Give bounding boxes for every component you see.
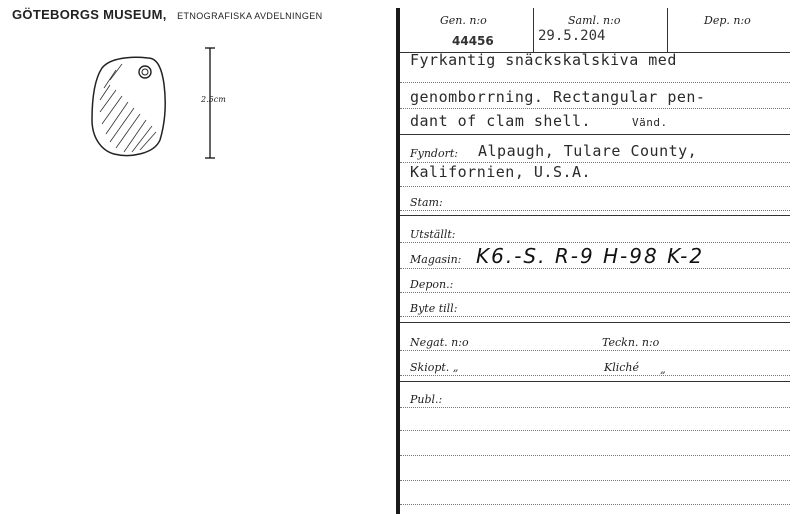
description-suffix: Vänd. bbox=[632, 116, 668, 129]
pendant-hole bbox=[139, 66, 151, 78]
saml-value: 29.5.204 bbox=[538, 28, 606, 44]
kliche-label: Kliché bbox=[604, 361, 640, 374]
number-row bbox=[400, 8, 790, 52]
depon-label: Depon.: bbox=[410, 278, 454, 291]
card-header bbox=[12, 6, 323, 24]
card-divider bbox=[396, 8, 400, 514]
teckn-label: Teckn. n:o bbox=[602, 336, 660, 349]
gen-label: Gen. n:o bbox=[440, 14, 487, 27]
dep-label: Dep. n:o bbox=[704, 14, 751, 27]
fyndort-label: Fyndort: bbox=[410, 147, 458, 160]
stam-label: Stam: bbox=[410, 196, 443, 209]
description-line-1: Fyrkantig snäckskalskiva med bbox=[410, 51, 677, 69]
saml-label: Saml. n:o bbox=[568, 14, 621, 27]
description-line-2: genomborrning. Rectangular pen- bbox=[410, 88, 706, 106]
negat-label: Negat. n:o bbox=[410, 336, 469, 349]
magasin-label: Magasin: bbox=[410, 253, 462, 266]
fyndort-line-2: Kalifornien, U.S.A. bbox=[410, 163, 592, 181]
kliche-mark: „ bbox=[660, 363, 666, 376]
skiopt-label: Skiopt. „ bbox=[410, 361, 459, 374]
utstallt-label: Utställt: bbox=[410, 228, 456, 241]
object-sketch bbox=[80, 40, 270, 170]
pendant-outline bbox=[92, 57, 165, 155]
museum-name: GÖTEBORGS MUSEUM, bbox=[12, 7, 167, 22]
fyndort-line-1: Alpaugh, Tulare County, bbox=[478, 142, 698, 160]
description-line-3: dant of clam shell. bbox=[410, 112, 592, 130]
dimension-label: 2.5cm bbox=[201, 95, 226, 104]
publ-label: Publ.: bbox=[410, 393, 443, 406]
magasin-value: K6.-S. R-9 H-98 K-2 bbox=[476, 244, 705, 268]
department-name: ETNOGRAFISKA AVDELNINGEN bbox=[177, 11, 323, 21]
gen-value: 44456 bbox=[452, 34, 494, 48]
byte-till-label: Byte till: bbox=[410, 302, 458, 315]
